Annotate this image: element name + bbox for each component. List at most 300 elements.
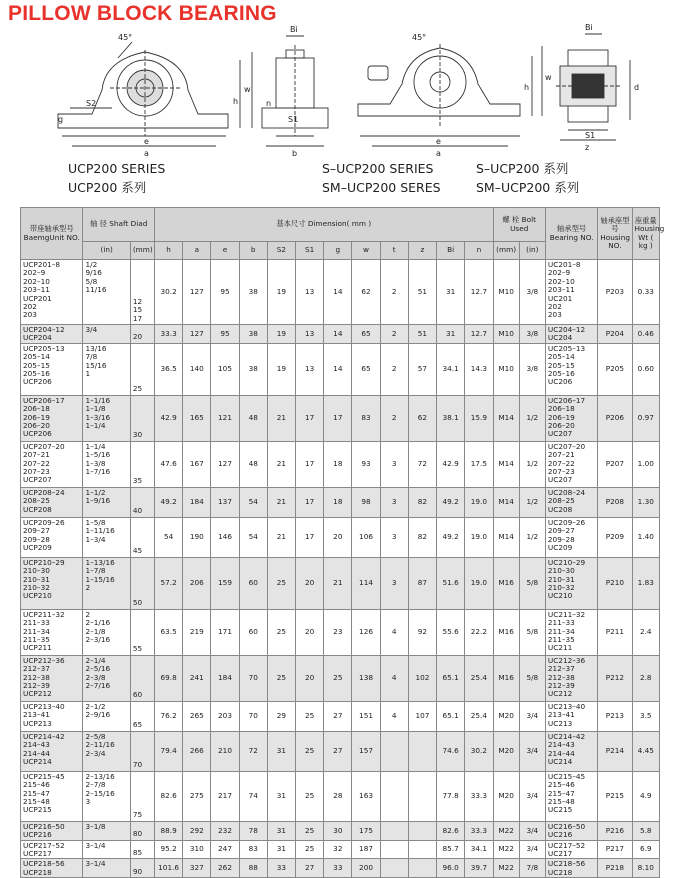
dim-b-cell: 48 <box>239 441 267 487</box>
dim-bi-cell: 65.1 <box>437 701 465 731</box>
shaft-in-cell-line: 1–5/16 <box>85 450 111 460</box>
unit-no-cell <box>21 517 83 557</box>
dim-bi-cell: 65.1 <box>437 655 465 701</box>
dim-h-cell: 42.9 <box>155 395 183 441</box>
shaft-in-cell <box>83 821 130 840</box>
unit-no-cell-line: 210–31 <box>23 574 50 584</box>
shaft-in-cell <box>83 840 130 859</box>
dim-s2-cell: 31 <box>267 771 295 821</box>
dim-s1-cell: 13 <box>296 343 324 395</box>
bearing-no-cell <box>545 655 597 701</box>
bearing-no-cell-line: UC217–52 <box>547 840 586 850</box>
table-row <box>21 731 660 771</box>
shaft-in-cell <box>83 260 130 325</box>
dim-b-cell: 54 <box>239 517 267 557</box>
table-row <box>21 701 660 731</box>
dim-b-cell: 88 <box>239 859 267 878</box>
housing-no-cell: P203 <box>598 260 632 325</box>
dim-e-cell: 127 <box>211 441 239 487</box>
header-mm: (mm) <box>130 242 154 260</box>
dim-bi-cell: 74.6 <box>437 731 465 771</box>
dim-bmm-cell: M16 <box>493 609 519 655</box>
shaft-in-cell-line: 1–15/16 <box>85 574 115 584</box>
dim-bmm-cell: M14 <box>493 395 519 441</box>
bearing-no-cell-line: UC201 <box>547 293 573 303</box>
h-label: h <box>233 97 239 106</box>
housing-no-cell: P218 <box>598 859 632 878</box>
bearing-no-cell-line: 207–22 <box>547 458 575 468</box>
unit-no-cell <box>21 701 83 731</box>
shaft-in-cell-line: 3–1/4 <box>85 840 106 850</box>
dim-e-cell: 121 <box>211 395 239 441</box>
dim-g-cell: 28 <box>324 771 352 821</box>
dim-h-cell: 101.6 <box>155 859 183 878</box>
dim-a-cell: 165 <box>183 395 211 441</box>
shaft-mm-cell-line: 90 <box>132 866 143 876</box>
dim-a-cell: 266 <box>183 731 211 771</box>
dim-bin-cell: 1/2 <box>519 517 545 557</box>
bearing-no-cell-line: 203 <box>547 310 562 320</box>
shaft-mm-cell <box>130 655 154 701</box>
dim-bi-cell: 85.7 <box>437 840 465 859</box>
unit-no-cell-line: 205–15 <box>23 360 50 370</box>
bearing-no-cell-line: UC204 <box>547 333 573 343</box>
dim-h-cell: 49.2 <box>155 487 183 517</box>
side-view-drawing <box>262 36 328 146</box>
dim-b-cell: 54 <box>239 487 267 517</box>
dim-bmm-cell: M10 <box>493 260 519 325</box>
bearing-no-cell-line: 213–41 <box>547 710 575 720</box>
header-shaft: 轴 径 Shaft Diad <box>83 208 155 242</box>
shaft-in-cell-line: 2–7/16 <box>85 681 111 691</box>
unit-no-cell-line: 213–41 <box>23 710 50 720</box>
bearing-no-cell-line: 211–34 <box>547 626 575 636</box>
dim-t-cell: 3 <box>380 557 408 609</box>
header-bearing: 轴承型号 Bearing NO. <box>545 208 597 260</box>
housing-no-cell: P211 <box>598 609 632 655</box>
shaft-in-cell-line: 2–5/16 <box>85 664 111 674</box>
dim-a-cell: 190 <box>183 517 211 557</box>
shaft-in-cell-line: 2–11/16 <box>85 740 115 750</box>
dim-g-cell: 33 <box>324 859 352 878</box>
bearing-no-cell-line: UC211 <box>547 643 573 653</box>
unit-no-cell-line: 202–10 <box>23 276 50 286</box>
shaft-in-cell-line: 2–7/8 <box>85 780 106 790</box>
dim-bin-cell: 3/8 <box>519 325 545 344</box>
dim-bmm-cell: M14 <box>493 441 519 487</box>
dim-n-cell: 34.1 <box>465 840 493 859</box>
unit-no-cell-line: 203–11 <box>23 285 50 295</box>
shaft-in-cell-line: 1–1/2 <box>85 487 106 497</box>
dim-w-cell: 65 <box>352 343 380 395</box>
shaft-in-cell <box>83 325 130 344</box>
unit-no-cell-line: 207–21 <box>23 450 50 460</box>
header-dim-b: b <box>239 242 267 260</box>
h-label-2: h <box>524 83 530 92</box>
dim-w-cell: 157 <box>352 731 380 771</box>
w-label-2: w <box>545 73 552 82</box>
dim-bi-cell: 38.1 <box>437 395 465 441</box>
bearing-no-cell-line: 212–39 <box>547 681 575 691</box>
dim-t-cell: 2 <box>380 343 408 395</box>
dim-bin-cell: 5/8 <box>519 557 545 609</box>
weight-cell: 2.8 <box>632 655 659 701</box>
bearing-no-cell-line: 215–48 <box>547 797 575 807</box>
dim-s2-cell: 29 <box>267 701 295 731</box>
dim-w-cell: 126 <box>352 609 380 655</box>
bearing-no-cell-line: 209–28 <box>547 534 575 544</box>
dim-t-cell: 4 <box>380 655 408 701</box>
unit-no-cell-line: UCP211–32 <box>23 609 65 619</box>
table-row <box>21 395 660 441</box>
housing-no-cell: P213 <box>598 701 632 731</box>
dim-z-cell: 51 <box>408 325 436 344</box>
dim-h-cell: 57.2 <box>155 557 183 609</box>
shaft-mm-cell-line: 75 <box>132 810 143 820</box>
housing-no-cell: P215 <box>598 771 632 821</box>
unit-no-cell-line: 212–38 <box>23 672 50 682</box>
dim-z-cell: 87 <box>408 557 436 609</box>
dim-e-cell: 146 <box>211 517 239 557</box>
shaft-mm-cell-line: 45 <box>132 546 143 556</box>
dim-s1-cell: 17 <box>296 395 324 441</box>
dim-h-cell: 30.2 <box>155 260 183 325</box>
dim-z-cell: 51 <box>408 260 436 325</box>
housing-no-cell: P206 <box>598 395 632 441</box>
dim-t-cell: 2 <box>380 395 408 441</box>
bearing-no-cell <box>545 395 597 441</box>
dim-s2-cell: 31 <box>267 840 295 859</box>
bearing-no-cell-line: UC207 <box>547 475 573 485</box>
shaft-in-cell <box>83 441 130 487</box>
dim-a-cell: 140 <box>183 343 211 395</box>
shaft-in-cell-line: 2 <box>85 609 91 619</box>
dim-bi-cell: 34.1 <box>437 343 465 395</box>
dim-w-cell: 200 <box>352 859 380 878</box>
shaft-in-cell-line: 5/8 <box>85 276 98 286</box>
dim-s1-cell: 20 <box>296 609 324 655</box>
dim-n-cell: 19.0 <box>465 487 493 517</box>
bearing-no-cell-line: UC210–29 <box>547 557 586 567</box>
dim-t-cell <box>380 731 408 771</box>
housing-no-cell: P212 <box>598 655 632 701</box>
header-bolt-in: (in) <box>519 242 545 260</box>
bearing-no-cell-line: UC209 <box>547 543 573 553</box>
unit-no-cell-line: UCP212 <box>23 689 52 699</box>
shaft-mm-cell-line: 25 <box>132 384 143 394</box>
unit-no-cell-line: UCP204–12 <box>23 325 65 334</box>
dim-s1-cell: 20 <box>296 557 324 609</box>
shaft-in-cell-line: 3–1/4 <box>85 859 106 869</box>
dim-bi-cell: 31 <box>437 325 465 344</box>
dim-g-cell: 18 <box>324 487 352 517</box>
bearing-no-cell-line: UC208 <box>547 504 573 514</box>
weight-cell: 1.30 <box>632 487 659 517</box>
dim-w-cell: 138 <box>352 655 380 701</box>
series-left-en: UCP200 SERIES <box>68 161 166 176</box>
dim-z-cell <box>408 859 436 878</box>
bearing-no-cell-line: 211–33 <box>547 618 575 628</box>
unit-no-cell-line: UCP217 <box>23 849 52 859</box>
unit-no-cell-line: 210–30 <box>23 566 50 576</box>
dim-t-cell: 3 <box>380 487 408 517</box>
bearing-no-cell-line: UC201–8 <box>547 260 581 269</box>
unit-no-cell-line: UCP207–20 <box>23 441 65 451</box>
table-row <box>21 609 660 655</box>
housing-no-cell: P216 <box>598 821 632 840</box>
unit-no-cell-line: UCP201–8 <box>23 260 61 269</box>
bearing-no-cell-line: 203–11 <box>547 285 575 295</box>
bearing-no-cell-line: UC216–50 <box>547 821 586 831</box>
w-label: w <box>244 85 251 94</box>
dim-t-cell <box>380 771 408 821</box>
shaft-in-cell-line: 2–9/16 <box>85 710 111 720</box>
dim-n-cell: 30.2 <box>465 731 493 771</box>
unit-no-cell-line: UCP216 <box>23 830 52 840</box>
dim-e-cell: 105 <box>211 343 239 395</box>
bearing-no-cell-line: UC205–13 <box>547 343 586 353</box>
unit-no-cell-line: UCP214–42 <box>23 731 65 741</box>
dim-a-cell: 184 <box>183 487 211 517</box>
shaft-mm-cell-line: 50 <box>132 598 143 608</box>
bearing-no-cell-line: 206–19 <box>547 412 575 422</box>
dim-n-cell: 22.2 <box>465 609 493 655</box>
dim-z-cell: 107 <box>408 701 436 731</box>
dim-bin-cell: 3/4 <box>519 821 545 840</box>
dim-s2-cell: 21 <box>267 517 295 557</box>
bearing-no-cell-line: 205–15 <box>547 360 575 370</box>
unit-no-cell <box>21 609 83 655</box>
angle-label-2: 45° <box>412 33 427 42</box>
dim-s2-cell: 21 <box>267 487 295 517</box>
dim-b-cell: 74 <box>239 771 267 821</box>
dim-g-cell: 14 <box>324 343 352 395</box>
angle-label: 45° <box>118 33 133 42</box>
dim-t-cell: 3 <box>380 441 408 487</box>
dim-h-cell: 47.6 <box>155 441 183 487</box>
dim-t-cell: 2 <box>380 325 408 344</box>
unit-no-cell <box>21 395 83 441</box>
dim-g-cell: 14 <box>324 325 352 344</box>
shaft-mm-cell <box>130 325 154 344</box>
s-label: S1 <box>585 131 596 140</box>
unit-no-cell <box>21 557 83 609</box>
unit-no-cell-line: UCP213–40 <box>23 701 65 711</box>
dim-b-cell: 70 <box>239 655 267 701</box>
bearing-no-cell-line: UC218–56 <box>547 859 586 869</box>
dim-b-cell: 83 <box>239 840 267 859</box>
shaft-in-cell-line: 1–1/4 <box>85 441 106 451</box>
unit-no-cell-line: UCP218 <box>23 867 52 877</box>
bearing-no-cell-line: UC214–42 <box>547 731 586 741</box>
header-dimension: 基本尺寸 Dimension( mm ) <box>155 208 494 242</box>
bearing-no-cell <box>545 840 597 859</box>
dim-s2-cell: 33 <box>267 859 295 878</box>
dim-a-cell: 167 <box>183 441 211 487</box>
weight-cell: 1.00 <box>632 441 659 487</box>
shaft-in-cell-line: 11/16 <box>85 285 107 295</box>
dim-bin-cell: 1/2 <box>519 487 545 517</box>
shaft-in-cell-line: 2–3/4 <box>85 748 106 758</box>
dim-e-cell: 210 <box>211 731 239 771</box>
unit-no-cell-line: 209–28 <box>23 534 50 544</box>
series-left <box>68 159 165 197</box>
shaft-in-cell-line: 3 <box>85 797 91 807</box>
dim-z-cell: 82 <box>408 487 436 517</box>
shaft-mm-cell <box>130 343 154 395</box>
bearing-no-cell-line: UC212 <box>547 689 573 699</box>
dim-n-cell: 39.7 <box>465 859 493 878</box>
dim-w-cell: 83 <box>352 395 380 441</box>
bearing-no-cell <box>545 325 597 344</box>
dim-w-cell: 175 <box>352 821 380 840</box>
unit-no-cell <box>21 821 83 840</box>
bearing-no-cell-line: UC215 <box>547 805 573 815</box>
dim-n-cell: 33.3 <box>465 771 493 821</box>
shaft-in-cell-line: 1–5/8 <box>85 517 106 527</box>
shaft-mm-cell <box>130 557 154 609</box>
unit-no-cell <box>21 325 83 344</box>
dim-z-cell <box>408 771 436 821</box>
dim-bmm-cell: M22 <box>493 859 519 878</box>
table-row <box>21 771 660 821</box>
dim-bin-cell: 3/4 <box>519 771 545 821</box>
dim-s2-cell: 31 <box>267 821 295 840</box>
dim-g-cell: 27 <box>324 731 352 771</box>
housing-no-cell: P217 <box>598 840 632 859</box>
shaft-in-cell-line: 2–15/16 <box>85 788 115 798</box>
dim-n-cell: 12.7 <box>465 325 493 344</box>
dim-g-cell: 30 <box>324 821 352 840</box>
bearing-no-cell-line: UC204–12 <box>547 325 586 334</box>
dim-a-cell: 219 <box>183 609 211 655</box>
dim-a-cell: 127 <box>183 260 211 325</box>
unit-no-cell-line: UCP206 <box>23 377 52 387</box>
dim-n-cell: 33.3 <box>465 821 493 840</box>
shaft-in-cell-line: 7/8 <box>85 352 98 362</box>
dim-bi-cell: 96.0 <box>437 859 465 878</box>
dim-h-cell: 82.6 <box>155 771 183 821</box>
unit-no-cell-line: 206–19 <box>23 412 50 422</box>
bearing-no-cell-line: UC216 <box>547 830 573 840</box>
front-view-drawing <box>58 42 252 146</box>
dim-bin-cell: 7/8 <box>519 859 545 878</box>
dim-h-cell: 54 <box>155 517 183 557</box>
shaft-mm-cell-line: 40 <box>132 506 143 516</box>
bearing-no-cell-line: UC208–24 <box>547 487 586 497</box>
bi-label-2: Bi <box>585 23 593 32</box>
b-label: b <box>292 149 298 158</box>
dim-bi-cell: 49.2 <box>437 517 465 557</box>
shaft-in-cell-line: 13/16 <box>85 343 107 353</box>
dim-e-cell: 184 <box>211 655 239 701</box>
header-dim-n: n <box>465 242 493 260</box>
dim-bin-cell: 1/2 <box>519 395 545 441</box>
unit-no-cell-line: 207–22 <box>23 458 50 468</box>
dim-g-cell: 25 <box>324 655 352 701</box>
bearing-no-cell-line: UC207 <box>547 429 573 439</box>
dim-s1-cell: 13 <box>296 260 324 325</box>
dim-s2-cell: 21 <box>267 441 295 487</box>
bearing-no-cell-line: 205–16 <box>547 369 575 379</box>
dim-bi-cell: 82.6 <box>437 821 465 840</box>
dim-bin-cell: 5/8 <box>519 655 545 701</box>
shaft-in-cell-line: 2–1/8 <box>85 626 106 636</box>
unit-no-cell-line: 208–25 <box>23 496 50 506</box>
dim-h-cell: 95.2 <box>155 840 183 859</box>
dim-a-cell: 127 <box>183 325 211 344</box>
bearing-no-cell-line: 212–37 <box>547 664 575 674</box>
unit-no-cell <box>21 771 83 821</box>
dim-z-cell: 102 <box>408 655 436 701</box>
shaft-in-cell <box>83 859 130 878</box>
dim-s1-cell: 17 <box>296 517 324 557</box>
shaft-mm-cell-line: 60 <box>132 690 143 700</box>
dim-s2-cell: 31 <box>267 731 295 771</box>
s1-label: S1 <box>288 115 299 124</box>
header-dim-s2: S2 <box>267 242 295 260</box>
shaft-mm-cell <box>130 517 154 557</box>
bearing-no-cell <box>545 609 597 655</box>
dim-z-cell: 92 <box>408 609 436 655</box>
dim-b-cell: 70 <box>239 701 267 731</box>
dim-w-cell: 163 <box>352 771 380 821</box>
dim-t-cell: 3 <box>380 517 408 557</box>
header-bolt-mm: (mm) <box>493 242 519 260</box>
dim-bmm-cell: M22 <box>493 840 519 859</box>
shaft-mm-cell-line: 80 <box>132 829 143 839</box>
dim-a-cell: 265 <box>183 701 211 731</box>
shaft-mm-cell <box>130 260 154 325</box>
bearing-no-cell-line: 215–47 <box>547 788 575 798</box>
dim-bi-cell: 51.6 <box>437 557 465 609</box>
dim-n-cell: 19.0 <box>465 517 493 557</box>
series-mid <box>322 159 441 197</box>
shaft-in-cell-line: 2–1/2 <box>85 701 106 711</box>
dim-bi-cell: 42.9 <box>437 441 465 487</box>
bearing-no-cell-line: UC213 <box>547 718 573 728</box>
dim-bmm-cell: M20 <box>493 731 519 771</box>
dim-b-cell: 60 <box>239 557 267 609</box>
dim-bin-cell: 3/8 <box>519 343 545 395</box>
dim-s1-cell: 13 <box>296 325 324 344</box>
unit-no-cell-line: 205–16 <box>23 369 50 379</box>
dim-e-cell: 217 <box>211 771 239 821</box>
bearing-no-cell <box>545 701 597 731</box>
dim-b-cell: 60 <box>239 609 267 655</box>
shaft-in-cell <box>83 517 130 557</box>
bearing-no-cell-line: UC212–36 <box>547 655 586 665</box>
dim-bin-cell: 3/4 <box>519 731 545 771</box>
header-in: (in) <box>83 242 130 260</box>
dim-b-cell: 38 <box>239 260 267 325</box>
unit-no-cell <box>21 487 83 517</box>
table-row <box>21 260 660 325</box>
bearing-no-cell-line: UC206–17 <box>547 395 586 405</box>
shaft-in-cell <box>83 609 130 655</box>
dim-b-cell: 38 <box>239 343 267 395</box>
dim-s1-cell: 20 <box>296 655 324 701</box>
weight-cell: 5.8 <box>632 821 659 840</box>
dim-bmm-cell: M16 <box>493 655 519 701</box>
unit-no-cell-line: UCP209–26 <box>23 517 65 527</box>
unit-no-cell <box>21 731 83 771</box>
dim-t-cell <box>380 840 408 859</box>
shaft-mm-cell-line: 35 <box>132 476 143 486</box>
shaft-in-cell-line: 1–9/16 <box>85 496 111 506</box>
shaft-mm-cell-line: 15 <box>132 305 143 315</box>
dim-s2-cell: 19 <box>267 343 295 395</box>
